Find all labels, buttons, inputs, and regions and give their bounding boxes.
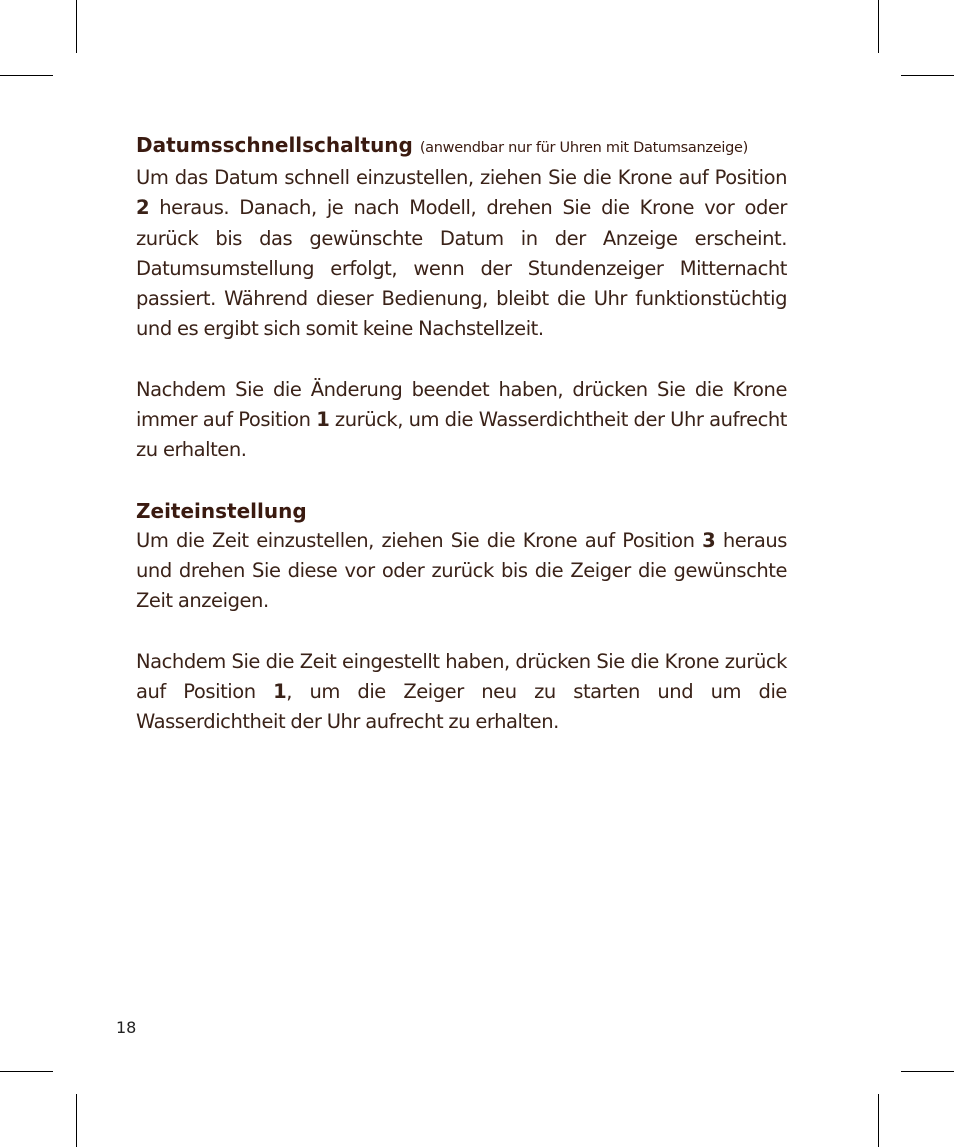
crop-mark-top-right-vertical [878, 0, 879, 53]
paragraph-text: Nachdem Sie die Änderung beendet haben, drücken Sie die Krone immer auf Position [136, 377, 787, 432]
crop-mark-top-left-vertical [76, 0, 77, 53]
paragraph-text: Um das Datum schnell einzustellen, ziehen Sie die Krone auf Position [136, 166, 787, 189]
position-number: 2 [136, 196, 150, 220]
paragraph-spacer [136, 345, 787, 375]
crop-mark-bottom-left-vertical [76, 1094, 77, 1147]
page-content [136, 130, 787, 737]
paragraph-text: , um die Zeiger neu zu starten und um die Wasserdichtheit der Uhr aufrecht zu erhalten. [136, 679, 787, 734]
paragraph-spacer [136, 617, 787, 647]
paragraph-text: Nachdem Sie die Zeit eingestellt haben, drücken Sie die Krone zurück auf Position [136, 649, 787, 703]
paragraph-time-setting [136, 526, 787, 617]
page-number: 18 [116, 1018, 137, 1037]
paragraph-text: heraus. Danach, je nach Modell, drehen Sie die Krone vor oder zurück bis das gewünschte Datum in der Anzeige erscheint. Datumsumstellung erfolgt, wenn der Stundenzeiger Mitternacht passiert. Während dieser Bedienung, bleibt die Uhr funktionstüchtig und es ergibt sich somit keine Nachstellzeit. [136, 196, 787, 341]
crop-mark-bottom-right-vertical [878, 1094, 879, 1147]
crop-mark-top-right-horizontal [901, 75, 954, 76]
crop-mark-top-left-horizontal [0, 75, 53, 76]
paragraph-time-push-back [136, 647, 787, 738]
paragraph-text: heraus und drehen Sie diese vor oder zurück bis die Zeiger die gewünschte Zeit anzeigen. [136, 528, 787, 613]
heading-note: (anwendbar nur für Uhren mit Datumsanzeige) [419, 140, 748, 156]
paragraph-date-quickset [136, 163, 787, 345]
heading-text: Datumsschnellschaltung [136, 133, 413, 157]
position-number: 1 [316, 408, 330, 432]
crop-mark-bottom-left-horizontal [0, 1071, 53, 1072]
paragraph-spacer [136, 466, 787, 496]
section-heading-zeiteinstellung: Zeiteinstellung [136, 498, 307, 523]
position-number: 3 [702, 528, 716, 552]
position-number: 1 [273, 679, 287, 703]
paragraph-text: Um die Zeit einzustellen, ziehen Sie die Krone auf Position [136, 528, 703, 552]
crop-mark-bottom-right-horizontal [901, 1071, 954, 1072]
paragraph-text: zurück, um die Wasserdichtheit der Uhr aufrecht zu erhalten. [136, 408, 787, 462]
section-heading-datumsschnellschaltung [136, 130, 787, 163]
paragraph-date-push-back [136, 375, 787, 466]
